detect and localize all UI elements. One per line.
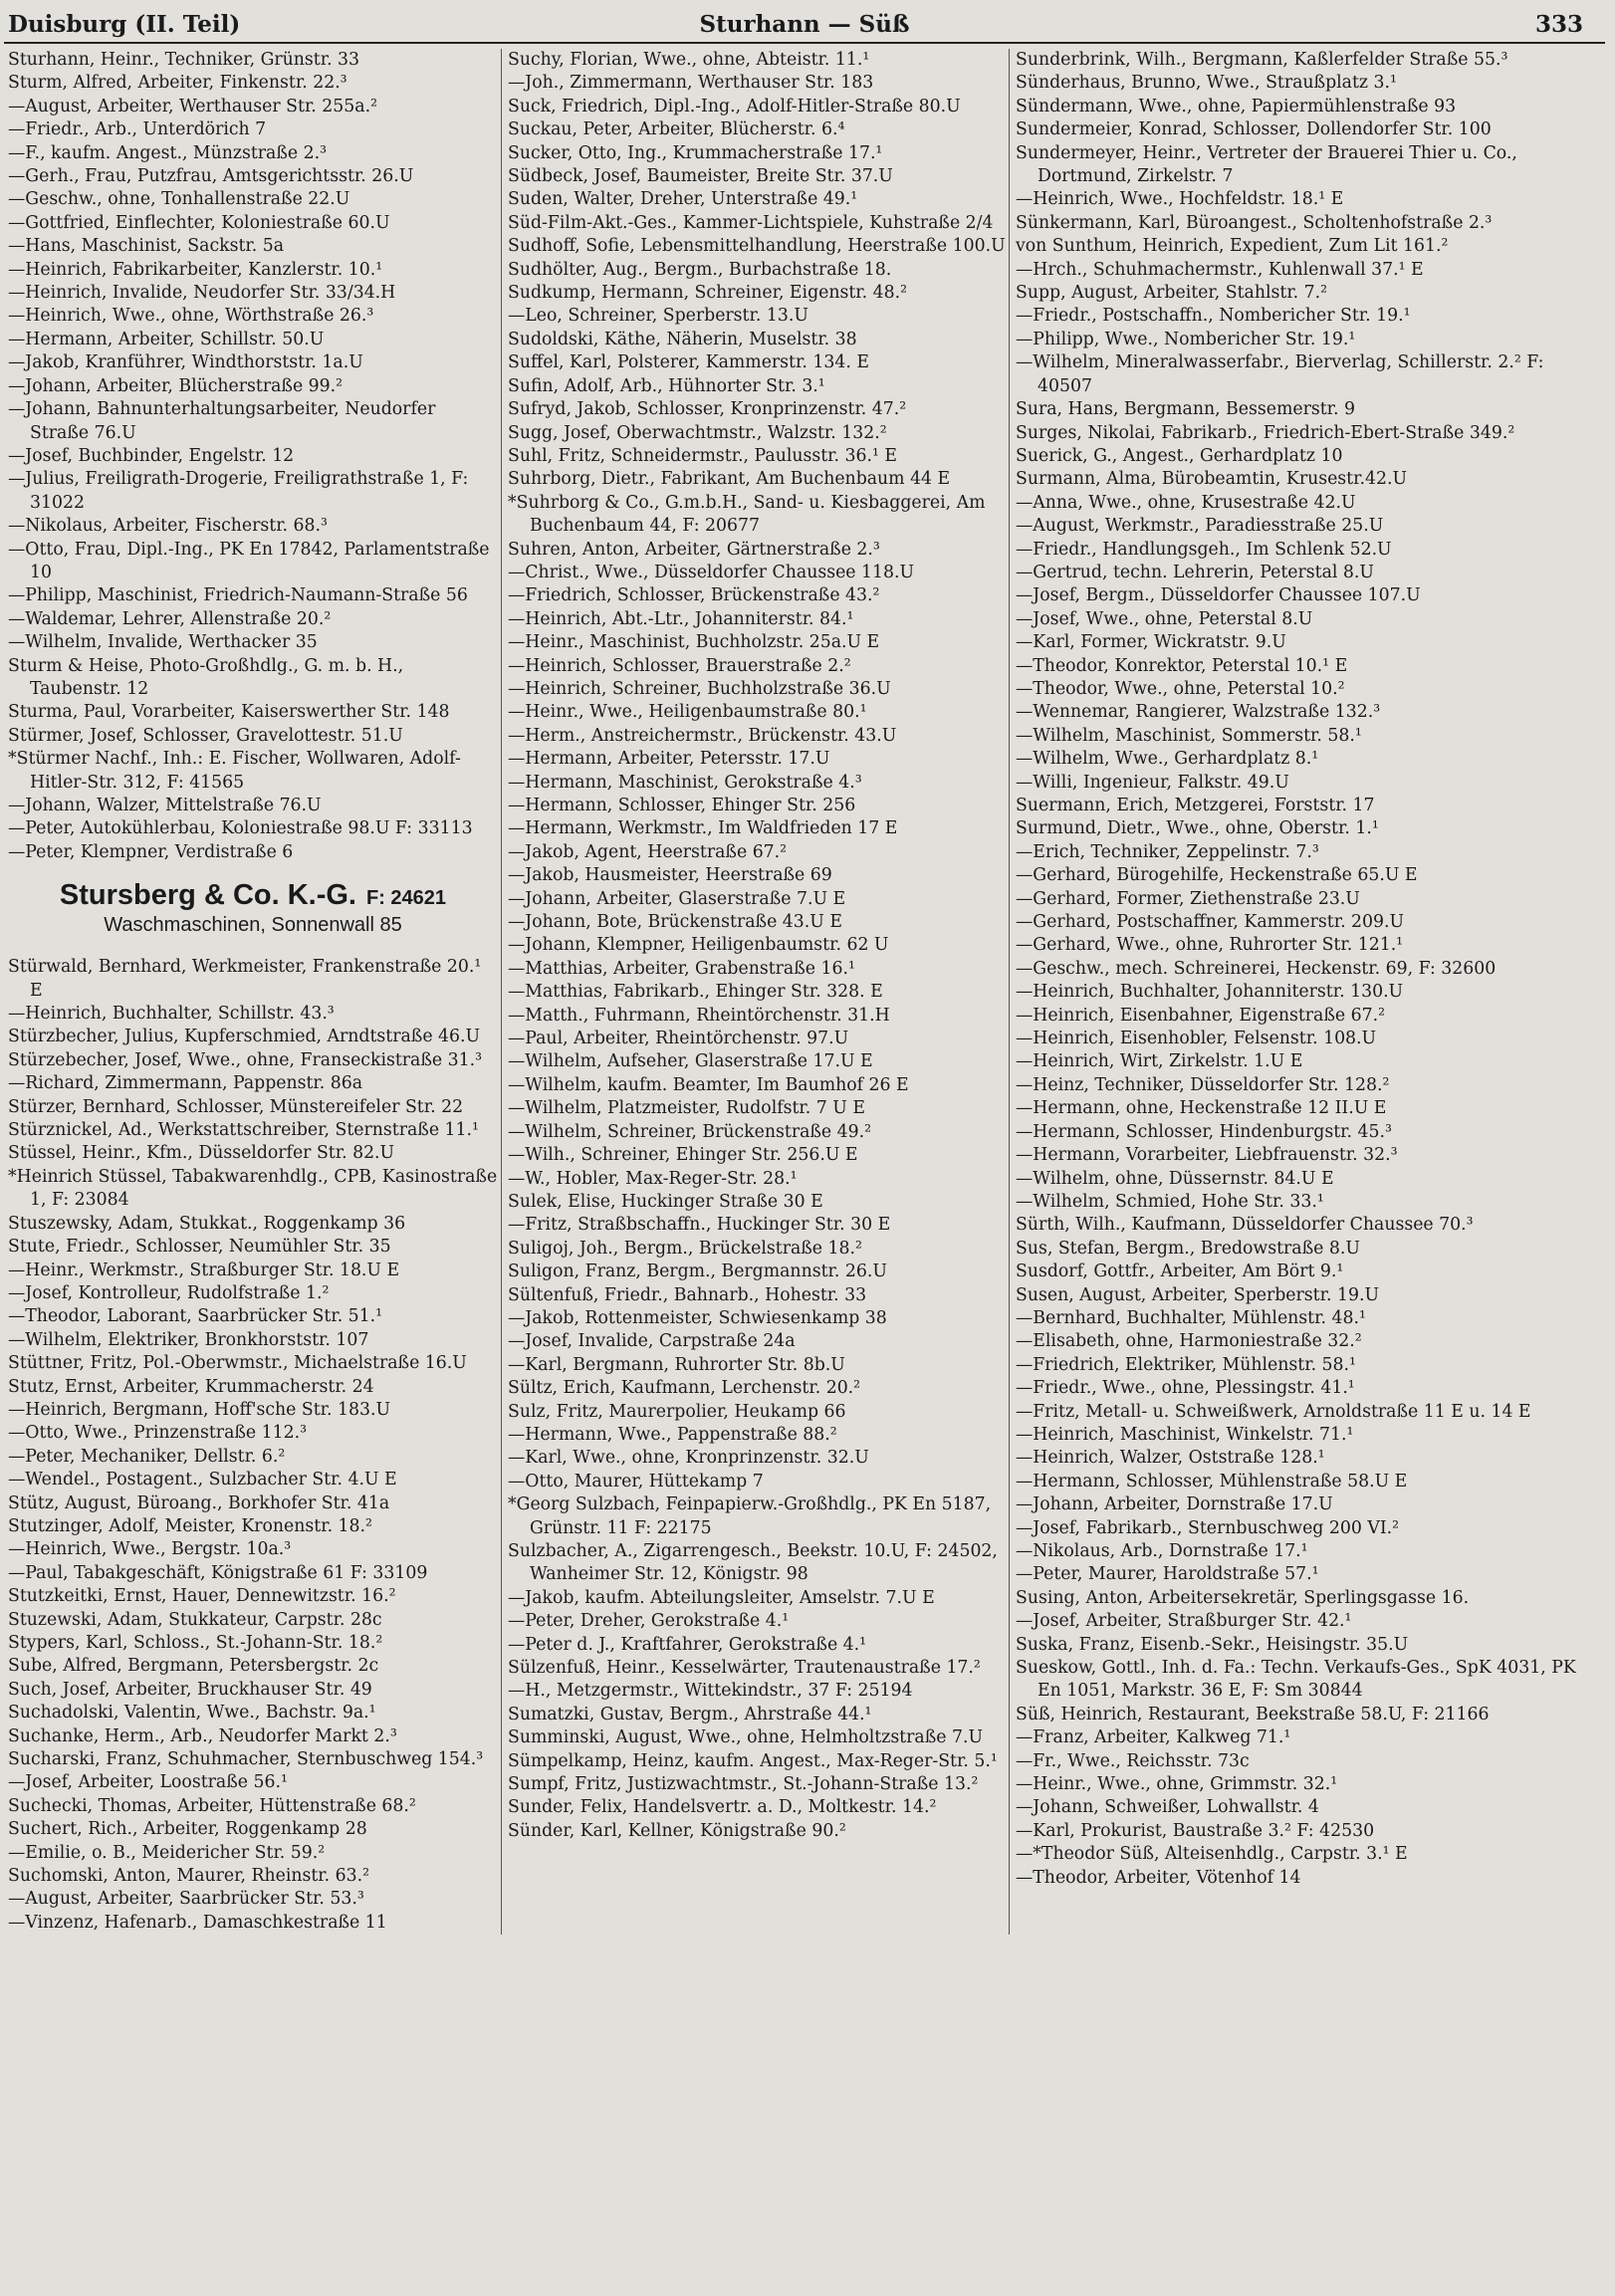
directory-entry: —Johann, Klempner, Heiligenbaumstr. 62 U [508, 935, 889, 956]
directory-entry: Sucharski, Franz, Schuhmacher, Sternbuschweg 154.³ [8, 1749, 484, 1770]
directory-entry: Sube, Alfred, Bergmann, Petersbergstr. 2c [8, 1656, 379, 1677]
column-1-bottom [8, 956, 503, 1935]
directory-entry: —Wilhelm, Aufseher, Glaserstraße 17.U E [508, 1051, 873, 1072]
directory-entry: Sudhoff, Sofie, Lebensmittelhandlung, Heerstraße 100.U [508, 236, 1006, 257]
directory-entry: Stutz, Ernst, Arbeiter, Krummacherstr. 24 [8, 1376, 374, 1397]
directory-entry: Susing, Anton, Arbeitersekretär, Sperlingsgasse 16. [1016, 1587, 1470, 1608]
directory-entry: —Philipp, Wwe., Nombericher Str. 19.¹ [1016, 329, 1356, 349]
directory-entry: Sulek, Elise, Huckinger Straße 30 E [508, 1191, 823, 1212]
directory-entry: Stypers, Karl, Schloss., St.-Johann-Str. 18.² [8, 1633, 383, 1653]
directory-entry: Susdorf, Gottfr., Arbeiter, Am Bört 9.¹ [1016, 1262, 1344, 1282]
header-city: Duisburg (II. Teil) [8, 11, 241, 38]
directory-entry: Stuzewski, Adam, Stukkateur, Carpstr. 28c [8, 1609, 382, 1630]
directory-entry: Surmund, Dietr., Wwe., ohne, Oberstr. 1.¹ [1016, 818, 1379, 839]
directory-entry: —Heinrich, Wirt, Zirkelstr. 1.U E [1016, 1051, 1303, 1072]
directory-entry: Suligon, Franz, Bergm., Bergmannstr. 26.U [508, 1262, 887, 1282]
directory-entry: —Wilhelm, Elektriker, Bronkhorststr. 107 [8, 1329, 369, 1350]
directory-entry: —Hermann, Arbeiter, Petersstr. 17.U [508, 749, 830, 770]
column-1 [4, 49, 502, 1935]
directory-entry: —Jakob, Rottenmeister, Schwiesenkamp 38 [508, 1307, 887, 1328]
directory-entry: —Johann, Arbeiter, Dornstraße 17.U [1016, 1494, 1333, 1515]
directory-entry: —Johann, Schweißer, Lohwallstr. 4 [1016, 1797, 1319, 1818]
directory-entry: —Heinr., Werkmstr., Straßburger Str. 18.U E [8, 1260, 400, 1280]
directory-entry: Sulz, Fritz, Maurerpolier, Heukamp 66 [508, 1401, 846, 1422]
directory-entry: —Friedr., Arb., Unterdörich 7 [8, 119, 267, 140]
directory-entry: Suermann, Erich, Metzgerei, Forststr. 17 [1016, 796, 1375, 815]
directory-entry: —Theodor, Konrektor, Peterstal 10.¹ E [1016, 655, 1348, 676]
page-number: 333 [1534, 11, 1583, 38]
directory-entry: —Richard, Zimmermann, Pappenstr. 86a [8, 1073, 363, 1094]
column-3-entries [1016, 49, 1602, 1890]
directory-entry: —Jakob, kaufm. Abteilungsleiter, Amselstr. 7.U E [508, 1587, 935, 1608]
directory-entry: —Friedr., Postschaffn., Nombericher Str. 19.¹ [1016, 306, 1411, 327]
directory-entry: —Matthias, Arbeiter, Grabenstraße 16.¹ [508, 958, 855, 979]
directory-entry: —August, Werkmstr., Paradiesstraße 25.U [1016, 516, 1384, 537]
directory-entry: —Paul, Arbeiter, Rheintörchenstr. 97.U [508, 1029, 849, 1049]
directory-entry: —Hermann, Schlosser, Mühlenstraße 58.U E [1016, 1471, 1408, 1492]
directory-entry: Sundermeyer, Heinr., Vertreter der Brauerei Thier u. Co., Dortmund, Zirkelstr. 7 [1016, 142, 1523, 187]
directory-entry: Sturm & Heise, Photo-Großhdlg., G. m. b. H., Taubenstr. 12 [8, 655, 409, 699]
directory-entry: —Gerhard, Former, Ziethenstraße 23.U [1016, 888, 1360, 909]
directory-entry: Suck, Friedrich, Dipl.-Ing., Adolf-Hitler-Straße 80.U [508, 96, 961, 116]
directory-entry: —Heinrich, Walzer, Oststraße 128.¹ [1016, 1448, 1325, 1469]
ad-title: Stursberg & Co. K.-G. [59, 879, 356, 912]
directory-entry: Sültenfuß, Friedr., Bahnarb., Hohestr. 33 [508, 1284, 867, 1305]
directory-entry: Suhl, Fritz, Schneidermstr., Paulusstr. 36.¹ E [508, 445, 898, 466]
directory-entry: —Gertrud, techn. Lehrerin, Peterstal 8.U [1016, 562, 1374, 582]
directory-entry: Süd-Film-Akt.-Ges., Kammer-Lichtspiele, Kuhstraße 2/4 [508, 212, 994, 233]
directory-entry: —Karl, Wwe., ohne, Kronprinzenstr. 32.U [508, 1448, 869, 1469]
directory-entry: Suffel, Karl, Polsterer, Kammerstr. 134. E [508, 352, 869, 373]
directory-entry: —Fritz, Straßbschaffn., Huckinger Str. 30 E [508, 1215, 891, 1236]
directory-entry: —Wilhelm, Schreiner, Brückenstraße 49.² [508, 1121, 872, 1142]
directory-entry: —Heinrich, Schreiner, Buchholzstraße 36.U [508, 678, 891, 699]
directory-entry: Stürzbecher, Julius, Kupferschmied, Arndtstraße 46.U [8, 1027, 481, 1047]
directory-entry: —Friedrich, Schlosser, Brückenstraße 43.² [508, 585, 880, 606]
directory-entry: Sturhann, Heinr., Techniker, Grünstr. 33 [8, 50, 360, 70]
directory-entry: Sumpf, Fritz, Justizwachtmstr., St.-Johann-Straße 13.² [508, 1774, 979, 1795]
directory-entry: —Heinrich, Wwe., Bergstr. 10a.³ [8, 1539, 292, 1560]
directory-entry: Sudhölter, Aug., Bergm., Burbachstraße 18. [508, 259, 892, 280]
directory-entry: —Josef, Wwe., ohne, Peterstal 8.U [1016, 608, 1313, 629]
directory-entry: —Peter, Autokühlerbau, Koloniestraße 98.U F: 33113 [8, 818, 473, 839]
directory-entry: —Karl, Prokurist, Baustraße 3.² F: 42530 [1016, 1820, 1375, 1841]
directory-entry: —Heinrich, Eisenhobler, Felsenstr. 108.U [1016, 1029, 1377, 1049]
directory-entry: Sundermeier, Konrad, Schlosser, Dollendorfer Str. 100 [1016, 119, 1492, 140]
directory-entry: —Heinrich, Maschinist, Winkelstr. 71.¹ [1016, 1424, 1354, 1445]
page-header [4, 8, 1605, 44]
directory-entry: Sulzbacher, A., Zigarrengesch., Beekstr. 10.U, F: 24502, Wanheimer Str. 12, Königstr. 98 [508, 1541, 1004, 1585]
directory-entry: —Nikolaus, Arbeiter, Fischerstr. 68.³ [8, 516, 328, 537]
directory-entry: —Heinrich, Abt.-Ltr., Johanniterstr. 84.¹ [508, 608, 854, 629]
directory-entry: —Wilhelm, Maschinist, Sommerstr. 58.¹ [1016, 725, 1362, 746]
directory-entry: —Heinrich, Buchhalter, Johanniterstr. 130.U [1016, 982, 1404, 1003]
directory-entry: —Heinrich, Schlosser, Brauerstraße 2.² [508, 655, 851, 676]
directory-entry: —Johann, Bote, Brückenstraße 43.U E [508, 912, 842, 933]
directory-entry: —Johann, Arbeiter, Glaserstraße 7.U E [508, 888, 846, 909]
directory-entry: —H., Metzgermstr., Wittekindstr., 37 F: 25194 [508, 1681, 913, 1702]
directory-entry: —Fritz, Metall- u. Schweißwerk, Arnoldstraße 11 E u. 14 E [1016, 1401, 1531, 1422]
directory-entry: Sugg, Josef, Oberwachtmstr., Walzstr. 132.² [508, 422, 887, 443]
directory-entry: —Matthias, Fabrikarb., Ehinger Str. 328. E [508, 982, 883, 1003]
directory-entry: —Wilhelm, Mineralwasserfabr., Bierverlag, Schillerstr. 2.² F: 40507 [1016, 352, 1549, 396]
directory-entry: —Christ., Wwe., Düsseldorfer Chaussee 118.U [508, 562, 915, 582]
directory-entry: *Suhrborg & Co., G.m.b.H., Sand- u. Kiesbaggerei, Am Buchenbaum 44, F: 20677 [508, 492, 992, 537]
directory-entry: —Jakob, Agent, Heerstraße 67.² [508, 841, 788, 862]
directory-entry: —*Theodor Süß, Alteisenhdlg., Carpstr. 3.¹ E [1016, 1844, 1408, 1865]
directory-entry: —Josef, Bergm., Düsseldorfer Chaussee 107.U [1016, 585, 1421, 606]
directory-entry: Sudkump, Hermann, Schreiner, Eigenstr. 48.² [508, 283, 908, 304]
directory-entry: —Peter, Maurer, Haroldstraße 57.¹ [1016, 1564, 1319, 1585]
directory-entry: —Theodor, Laborant, Saarbrücker Str. 51.¹ [8, 1306, 383, 1327]
directory-entry: Surges, Nikolai, Fabrikarb., Friedrich-Ebert-Straße 349.² [1016, 422, 1515, 443]
directory-entry: —Paul, Tabakgeschäft, Königstraße 61 F: 33109 [8, 1562, 428, 1583]
directory-entry: —Karl, Former, Wickratstr. 9.U [1016, 632, 1286, 653]
directory-entry: —Matth., Fuhrmann, Rheintörchenstr. 31.H [508, 1005, 890, 1026]
directory-entry: *Heinrich Stüssel, Tabakwarenhdlg., CPB, Kasinostraße 1, F: 23084 [8, 1166, 503, 1211]
directory-entry: —Otto, Maurer, Hüttekamp 7 [508, 1471, 764, 1492]
directory-entry: Susen, August, Arbeiter, Sperberstr. 19.U [1016, 1284, 1380, 1305]
directory-entry: Suhren, Anton, Arbeiter, Gärtnerstraße 2.³ [508, 539, 880, 560]
directory-entry: —Heinrich, Buchhalter, Schillstr. 43.³ [8, 1004, 335, 1025]
directory-entry: —Hrch., Schuhmachermstr., Kuhlenwall 37.¹ E [1016, 259, 1424, 280]
directory-entry: —Heinrich, Bergmann, Hoff'sche Str. 183.U [8, 1399, 391, 1420]
directory-entry: —Hermann, Werkmstr., Im Waldfrieden 17 E [508, 818, 898, 839]
directory-entry: —Wilhelm, Schmied, Hohe Str. 33.¹ [1016, 1191, 1324, 1212]
directory-entry: —Wilhelm, Invalide, Werthacker 35 [8, 632, 318, 653]
directory-entry: —Vinzenz, Hafenarb., Damaschkestraße 11 [8, 1912, 387, 1933]
directory-entry: —Josef, Arbeiter, Loostraße 56.¹ [8, 1772, 288, 1793]
directory-entry: Suerick, G., Angest., Gerhardplatz 10 [1016, 445, 1343, 466]
directory-entry: Stürwald, Bernhard, Werkmeister, Frankenstraße 20.¹ E [8, 957, 487, 1001]
directory-entry: —Gerhard, Postschaffner, Kammerstr. 209.U [1016, 912, 1405, 933]
directory-entry: —Peter, Mechaniker, Dellstr. 6.² [8, 1446, 286, 1467]
directory-entry: Sufin, Adolf, Arb., Hühnorter Str. 3.¹ [508, 375, 825, 396]
directory-entry: —Johann, Arbeiter, Blücherstraße 99.² [8, 375, 344, 396]
directory-entry: —Josef, Fabrikarb., Sternbuschweg 200 VI.² [1016, 1517, 1400, 1538]
directory-entry: Suden, Walter, Dreher, Unterstraße 49.¹ [508, 189, 858, 210]
directory-entry: Sültz, Erich, Kaufmann, Lerchenstr. 20.² [508, 1378, 861, 1399]
directory-entry: —Hermann, Wwe., Pappenstraße 88.² [508, 1424, 837, 1445]
directory-entry: —Peter d. J., Kraftfahrer, Gerokstraße 4.¹ [508, 1634, 867, 1655]
directory-entry: —Wilh., Schreiner, Ehinger Str. 256.U E [508, 1145, 858, 1166]
directory-entry: —Julius, Freiligrath-Drogerie, Freiligrathstraße 1, F: 31022 [8, 469, 474, 513]
directory-entry: —Wilhelm, ohne, Düssernstr. 84.U E [1016, 1168, 1334, 1189]
directory-entry: Sümpelkamp, Heinz, kaufm. Angest., Max-Reger-Str. 5.¹ [508, 1750, 998, 1771]
directory-entry: —Geschw., mech. Schreinerei, Heckenstr. 69, F: 32600 [1016, 958, 1497, 979]
directory-entry: —Herm., Anstreichermstr., Brückenstr. 43.U [508, 725, 897, 746]
directory-entry: Sülzenfuß, Heinr., Kesselwärter, Trautenaustraße 17.² [508, 1658, 981, 1679]
directory-entry: —Josef, Buchbinder, Engelstr. 12 [8, 445, 295, 466]
directory-entry: Suchy, Florian, Wwe., ohne, Abteistr. 11.¹ [508, 50, 870, 70]
directory-entry: —W., Hobler, Max-Reger-Str. 28.¹ [508, 1168, 798, 1189]
directory-entry: —Gerhard, Bürogehilfe, Heckenstraße 65.U E [1016, 865, 1418, 886]
directory-entry: —Wilhelm, kaufm. Beamter, Im Baumhof 26 E [508, 1074, 909, 1095]
directory-entry: —Heinr., Maschinist, Buchholzstr. 25a.U E [508, 632, 880, 653]
directory-entry: —August, Arbeiter, Saarbrücker Str. 53.³ [8, 1889, 364, 1910]
directory-entry: Sünkermann, Karl, Büroangest., Scholtenhofstraße 2.³ [1016, 212, 1493, 233]
directory-entry: Suchert, Rich., Arbeiter, Roggenkamp 28 [8, 1819, 367, 1840]
directory-entry: —Friedr., Handlungsgeh., Im Schlenk 52.U [1016, 539, 1392, 560]
directory-entry: —Philipp, Maschinist, Friedrich-Naumann-Straße 56 [8, 585, 468, 606]
directory-entry: Summinski, August, Wwe., ohne, Helmholtzstraße 7.U [508, 1727, 984, 1748]
directory-entry: —Fr., Wwe., Reichsstr. 73c [1016, 1750, 1250, 1771]
directory-entry: Sus, Stefan, Bergm., Bredowstraße 8.U [1016, 1238, 1360, 1259]
column-2-entries [508, 49, 1006, 1843]
directory-entry: —Johann, Bahnunterhaltungsarbeiter, Neudorfer Straße 76.U [8, 399, 441, 443]
directory-entry: —August, Arbeiter, Werthauser Str. 255a.² [8, 96, 377, 116]
directory-entry: Sueskow, Gottl., Inh. d. Fa.: Techn. Verkaufs-Ges., SpK 4031, PK En 1051, Markstr. 36 E, F: Sm 30844 [1016, 1658, 1582, 1702]
advertisement [8, 878, 498, 938]
directory-entry: Stürzebecher, Josef, Wwe., ohne, Franseckistraße 31.³ [8, 1049, 483, 1070]
directory-entry: —Bernhard, Buchhalter, Mühlenstr. 48.¹ [1016, 1307, 1366, 1328]
directory-entry: —Anna, Wwe., ohne, Krusestraße 42.U [1016, 492, 1356, 513]
directory-entry: —Joh., Zimmermann, Werthauser Str. 183 [508, 73, 874, 94]
column-2 [502, 49, 1010, 1935]
directory-entry: von Sunthum, Heinrich, Expedient, Zum Lit 161.² [1016, 236, 1449, 257]
directory-entry: —Hermann, ohne, Heckenstraße 12 II.U E [1016, 1098, 1387, 1119]
directory-entry: Stürzer, Bernhard, Schlosser, Münstereifeler Str. 22 [8, 1096, 464, 1117]
directory-entry: —Hermann, Schlosser, Hindenburgstr. 45.³ [1016, 1121, 1392, 1142]
directory-entry: —Peter, Klempner, Verdistraße 6 [8, 841, 294, 862]
directory-entry: Sturm, Alfred, Arbeiter, Finkenstr. 22.³ [8, 73, 347, 94]
directory-entry: Sunder, Felix, Handelsvertr. a. D., Moltkestr. 14.² [508, 1797, 937, 1818]
directory-entry: —Hans, Maschinist, Sackstr. 5a [8, 236, 285, 257]
directory-entry: Suchanke, Herm., Arb., Neudorfer Markt 2.³ [8, 1725, 397, 1746]
directory-entry: —F., kaufm. Angest., Münzstraße 2.³ [8, 142, 328, 163]
directory-entry: —Theodor, Wwe., ohne, Peterstal 10.² [1016, 678, 1345, 699]
directory-entry: —Franz, Arbeiter, Kalkweg 71.¹ [1016, 1727, 1291, 1748]
directory-entry: Sumatzki, Gustav, Bergm., Ahrstraße 44.¹ [508, 1704, 872, 1724]
directory-entry: Stürznickel, Ad., Werkstattschreiber, Sternstraße 11.¹ [8, 1120, 479, 1141]
directory-entry: Sünder, Karl, Kellner, Königstraße 90.² [508, 1820, 846, 1841]
header-range: Sturhann — Süß [699, 11, 910, 38]
directory-entry: —Gerhard, Wwe., ohne, Ruhrorter Str. 121.¹ [1016, 935, 1404, 956]
directory-entry: —Heinr., Wwe., ohne, Grimmstr. 32.¹ [1016, 1774, 1338, 1795]
directory-entry: —Heinrich, Wwe., Hochfeldstr. 18.¹ E [1016, 189, 1344, 210]
ad-phone: F: 24621 [366, 887, 447, 910]
directory-entry: Such, Josef, Arbeiter, Bruckhauser Str. 49 [8, 1679, 372, 1700]
directory-entry: Suligoj, Joh., Bergm., Brückelstraße 18.² [508, 1238, 862, 1259]
directory-entry: Stüssel, Heinr., Kfm., Düsseldorfer Str. 82.U [8, 1143, 395, 1164]
directory-entry: —Heinrich, Eisenbahner, Eigenstraße 67.² [1016, 1005, 1385, 1026]
directory-entry: —Leo, Schreiner, Sperberstr. 13.U [508, 306, 808, 327]
directory-entry: *Stürmer Nachf., Inh.: E. Fischer, Wollwaren, Adolf-Hitler-Str. 312, F: 41565 [8, 749, 461, 793]
directory-entry: —Wennemar, Rangierer, Walzstraße 132.³ [1016, 702, 1381, 723]
directory-entry: Stütz, August, Büroang., Borkhofer Str. 41a [8, 1492, 390, 1513]
directory-entry: —Heinrich, Wwe., ohne, Wörthstraße 26.³ [8, 306, 374, 327]
directory-entry: —Otto, Wwe., Prinzenstraße 112.³ [8, 1423, 308, 1444]
column-3 [1010, 49, 1605, 1935]
directory-entry: —Heinz, Techniker, Düsseldorfer Str. 128.² [1016, 1074, 1390, 1095]
directory-entry: Suchecki, Thomas, Arbeiter, Hüttenstraße 68.² [8, 1795, 416, 1816]
directory-entry: —Peter, Dreher, Gerokstraße 4.¹ [508, 1611, 790, 1632]
directory-entry: —Josef, Kontrolleur, Rudolfstraße 1.² [8, 1282, 330, 1303]
directory-entry: Suchadolski, Valentin, Wwe., Bachstr. 9a.¹ [8, 1703, 376, 1723]
directory-columns [4, 49, 1605, 1935]
directory-entry: Stute, Friedr., Schlosser, Neumühler Str. 35 [8, 1237, 391, 1258]
directory-entry: —Theodor, Arbeiter, Vötenhof 14 [1016, 1867, 1301, 1888]
directory-entry: —Wilhelm, Platzmeister, Rudolfstr. 7 U E [508, 1098, 865, 1119]
directory-entry: Stürmer, Josef, Schlosser, Gravelottestr. 51.U [8, 725, 403, 746]
directory-entry: —Jakob, Kranführer, Windthorststr. 1a.U [8, 352, 363, 373]
directory-entry: Surmann, Alma, Bürobeamtin, Krusestr.42.U [1016, 469, 1408, 490]
directory-entry: Stutzkeitki, Ernst, Hauer, Dennewitzstr. 16.² [8, 1586, 396, 1607]
directory-entry: —Willi, Ingenieur, Falkstr. 49.U [1016, 772, 1289, 793]
directory-entry: —Heinr., Wwe., Heiligenbaumstraße 80.¹ [508, 702, 867, 723]
directory-entry: Sunderbrink, Wilh., Bergmann, Kaßlerfelder Straße 55.³ [1016, 50, 1508, 70]
directory-entry: *Georg Sulzbach, Feinpapierw.-Großhdlg., PK En 5187, Grünstr. 11 F: 22175 [508, 1494, 997, 1538]
directory-entry: Sürth, Wilh., Kaufmann, Düsseldorfer Chaussee 70.³ [1016, 1215, 1474, 1236]
directory-entry: —Hermann, Vorarbeiter, Liebfrauenstr. 32.³ [1016, 1145, 1398, 1166]
directory-entry: Sudoldski, Käthe, Näherin, Muselstr. 38 [508, 329, 857, 349]
column-1-top [8, 49, 498, 864]
directory-entry: —Friedr., Wwe., ohne, Plessingstr. 41.¹ [1016, 1378, 1355, 1399]
directory-entry: —Karl, Bergmann, Ruhrorter Str. 8b.U [508, 1354, 845, 1375]
directory-entry: Südbeck, Josef, Baumeister, Breite Str. 37.U [508, 166, 893, 187]
directory-entry: Suckau, Peter, Arbeiter, Blücherstr. 6.⁴ [508, 119, 845, 140]
directory-entry: —Johann, Walzer, Mittelstraße 76.U [8, 796, 322, 815]
directory-entry: —Josef, Invalide, Carpstraße 24a [508, 1331, 796, 1352]
directory-entry: —Otto, Frau, Dipl.-Ing., PK En 17842, Parlamentstraße 10 [8, 539, 496, 582]
directory-entry: —Hermann, Maschinist, Gerokstraße 4.³ [508, 772, 862, 793]
directory-entry: —Wilhelm, Wwe., Gerhardplatz 8.¹ [1016, 749, 1319, 770]
directory-entry: —Josef, Arbeiter, Straßburger Str. 42.¹ [1016, 1611, 1352, 1632]
directory-entry: —Hermann, Schlosser, Ehinger Str. 256 [508, 796, 856, 815]
directory-entry: Sünderhaus, Brunno, Wwe., Straußplatz 3.¹ [1016, 73, 1397, 94]
directory-entry: Sura, Hans, Bergmann, Bessemerstr. 9 [1016, 399, 1355, 420]
directory-entry: —Erich, Techniker, Zeppelinstr. 7.³ [1016, 841, 1319, 862]
directory-entry: —Emilie, o. B., Meidericher Str. 59.² [8, 1842, 326, 1863]
directory-entry: Suska, Franz, Eisenb.-Sekr., Heisingstr. 35.U [1016, 1634, 1409, 1655]
directory-entry: Stüttner, Fritz, Pol.-Oberwmstr., Michaelstraße 16.U [8, 1353, 467, 1374]
directory-entry: —Jakob, Hausmeister, Heerstraße 69 [508, 865, 832, 886]
directory-entry: Sucker, Otto, Ing., Krummacherstraße 17.¹ [508, 142, 883, 163]
directory-entry: —Geschw., ohne, Tonhallenstraße 22.U [8, 189, 350, 210]
directory-entry: —Nikolaus, Arb., Dornstraße 17.¹ [1016, 1541, 1308, 1561]
directory-entry: —Gerh., Frau, Putzfrau, Amtsgerichtsstr. 26.U [8, 166, 414, 187]
directory-entry: —Elisabeth, ohne, Harmoniestraße 32.² [1016, 1331, 1362, 1352]
directory-entry: Stutzinger, Adolf, Meister, Kronenstr. 18.² [8, 1515, 372, 1536]
directory-entry: Suchomski, Anton, Maurer, Rheinstr. 63.² [8, 1866, 370, 1887]
directory-entry: —Hermann, Arbeiter, Schillstr. 50.U [8, 329, 325, 349]
directory-entry: Sündermann, Wwe., ohne, Papiermühlenstraße 93 [1016, 96, 1457, 116]
directory-entry: Sturma, Paul, Vorarbeiter, Kaiserswerther Str. 148 [8, 702, 450, 723]
directory-entry: —Heinrich, Invalide, Neudorfer Str. 33/34.H [8, 283, 396, 304]
directory-entry: Supp, August, Arbeiter, Stahlstr. 7.² [1016, 283, 1328, 304]
directory-entry: Stuszewsky, Adam, Stukkat., Roggenkamp 36 [8, 1213, 406, 1234]
directory-entry: —Gottfried, Einflechter, Koloniestraße 60.U [8, 212, 390, 233]
directory-entry: Sufryd, Jakob, Schlosser, Kronprinzenstr. 47.² [508, 399, 907, 420]
directory-entry: —Waldemar, Lehrer, Allenstraße 20.² [8, 608, 332, 629]
directory-entry: —Heinrich, Fabrikarbeiter, Kanzlerstr. 10.¹ [8, 259, 383, 280]
directory-entry: Suhrborg, Dietr., Fabrikant, Am Buchenbaum 44 E [508, 469, 951, 490]
ad-subtitle: Waschmaschinen, Sonnenwall 85 [104, 914, 402, 937]
directory-entry: —Friedrich, Elektriker, Mühlenstr. 58.¹ [1016, 1354, 1356, 1375]
directory-entry: Süß, Heinrich, Restaurant, Beekstraße 58.U, F: 21166 [1016, 1704, 1490, 1724]
directory-entry: —Wendel., Postagent., Sulzbacher Str. 4.U E [8, 1470, 397, 1491]
